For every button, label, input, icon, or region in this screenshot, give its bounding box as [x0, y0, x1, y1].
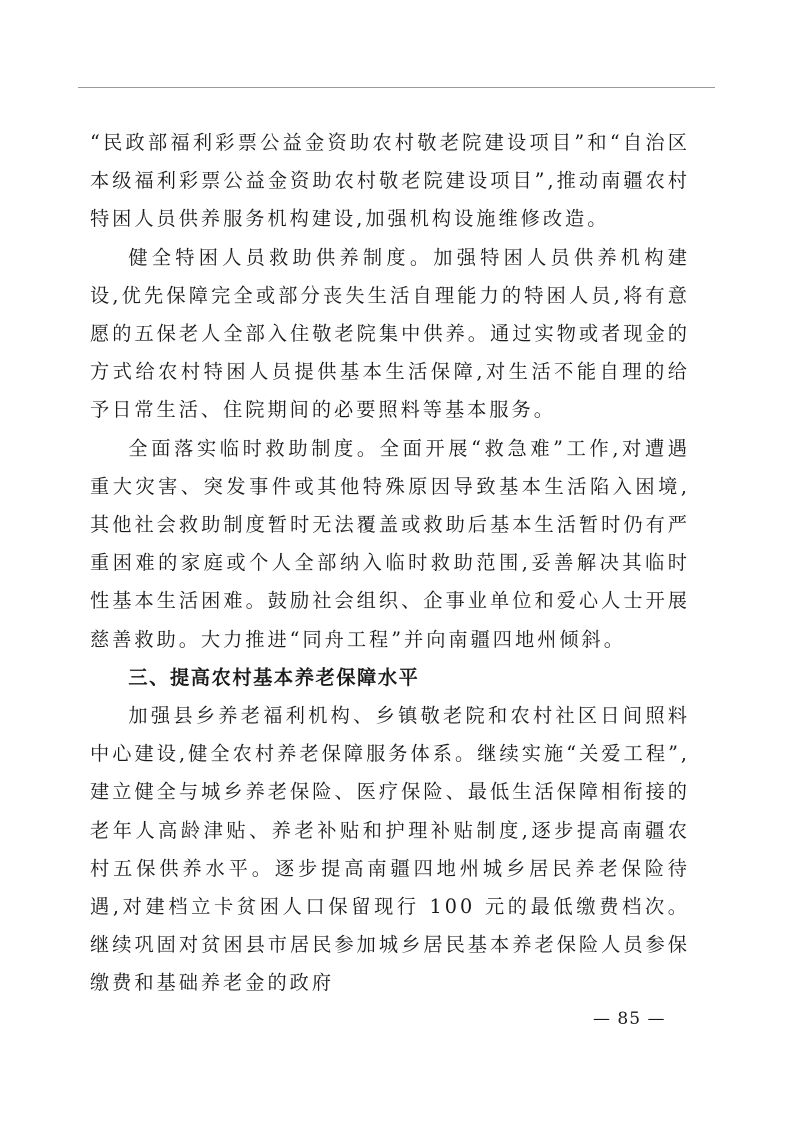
page-number: — 85 — [593, 1009, 666, 1029]
header-rule [78, 87, 715, 88]
paragraph-continued: “民政部福利彩票公益金资助农村敬老院建设项目”和“自治区本级福利彩票公益金资助农村敬老院建设项目”,推动南疆农村特困人员供养服务机构建设,加强机构设施维修改造。 [90, 131, 690, 231]
page-body [90, 124, 690, 1003]
paragraph-elderly-care: 加强县乡养老福利机构、乡镇敬老院和农村社区日间照料中心建设,健全农村养老保障服务体系。继续实施“关爱工程”,建立健全与城乡养老保险、医疗保险、最低生活保障相衔接的老年人高龄津贴、养老补贴和护理补贴制度,逐步提高南疆农村五保供养水平。逐步提高南疆四地州城乡居民养老保险待遇,对建档立卡贫困人口保留现行 100 元的最低缴费档次。继续巩固对贫困县市居民参加城乡居民基本养老保险人员参保缴费和基础养老金的政府 [90, 704, 690, 995]
section-heading: 三、提高农村基本养老保障水平 [128, 665, 420, 689]
paragraph-temporary-relief: 全面落实临时救助制度。全面开展“救急难”工作,对遭遇重大灾害、突发事件或其他特殊原因导致基本生活陷入困境,其他社会救助制度暂时无法覆盖或救助后基本生活暂时仍有严重困难的家庭或个人全部纳入临时救助范围,妥善解决其临时性基本生活困难。鼓励社会组织、企事业单位和爱心人士开展慈善救助。大力推进“同舟工程”并向南疆四地州倾斜。 [90, 436, 690, 651]
paragraph-relief-system: 健全特困人员救助供养制度。加强特困人员供养机构建设,优先保障完全或部分丧失生活自理能力的特困人员,将有意愿的五保老人全部入住敬老院集中供养。通过实物或者现金的方式给农村特困人员提供基本生活保障,对生活不能自理的给予日常生活、住院期间的必要照料等基本服务。 [90, 245, 690, 422]
